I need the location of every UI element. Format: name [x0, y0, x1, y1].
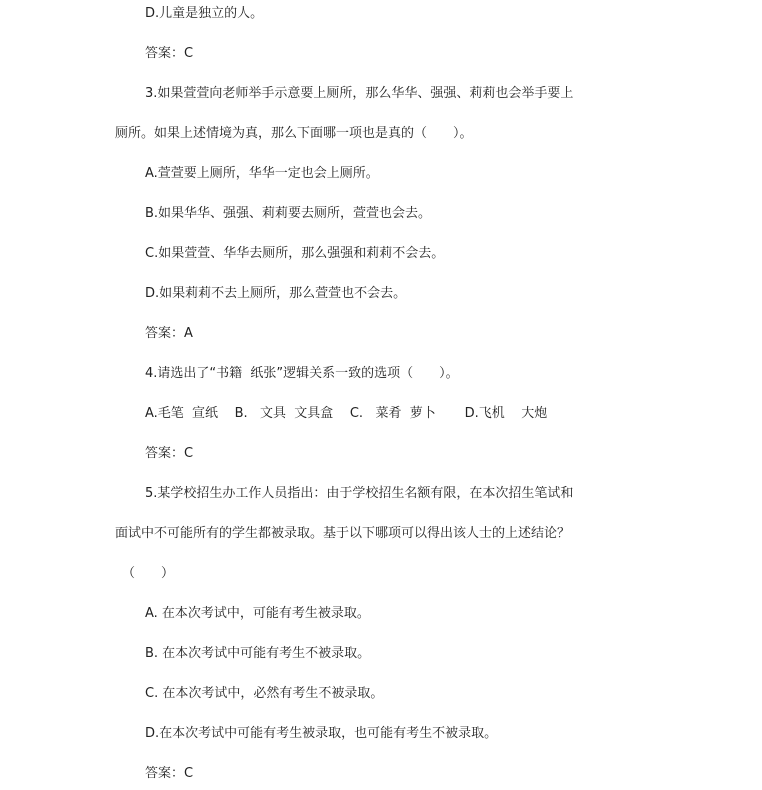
q5-option-c: C. 在本次考试中，必然有考生不被录取。 — [145, 686, 384, 701]
q5-blank-parens: （ ） — [122, 566, 175, 581]
q5-option-d: D.在本次考试中可能有考生被录取，也可能有考生不被录取。 — [145, 726, 498, 741]
q5-stem-line-2: 面试中不可能所有的学生都被录取。基于以下哪项可以得出该人士的上述结论？ — [115, 526, 571, 541]
q3-option-b: B.如果华华、强强、莉莉要去厕所，萱萱也会去。 — [145, 206, 432, 221]
q4-answer: 答案：C — [145, 446, 194, 461]
q3-option-d: D.如果莉莉不去上厕所，那么萱萱也不会去。 — [145, 286, 407, 301]
q4-stem: 4.请选出了“书籍 纸张”逻辑关系一致的选项（ ）。 — [145, 366, 459, 381]
q5-answer: 答案：C — [145, 766, 194, 781]
q5-option-a: A. 在本次考试中，可能有考生被录取。 — [145, 606, 370, 621]
q4-options: A.毛笔 宣纸 B. 文具 文具盒 C. 菜肴 萝卜 D.飞机 大炮 — [145, 406, 548, 421]
q2-answer: 答案：C — [145, 46, 194, 61]
q3-stem-line-1: 3.如果萱萱向老师举手示意要上厕所，那么华华、强强、莉莉也会举手要上 — [145, 86, 574, 101]
q3-option-a: A.萱萱要上厕所，华华一定也会上厕所。 — [145, 166, 379, 181]
q3-answer: 答案：A — [145, 326, 193, 341]
q3-option-c: C.如果萱萱、华华去厕所，那么强强和莉莉不会去。 — [145, 246, 445, 261]
q5-stem-line-1: 5.某学校招生办工作人员指出：由于学校招生名额有限，在本次招生笔试和 — [145, 486, 574, 501]
q3-stem-line-2: 厕所。如果上述情境为真，那么下面哪一项也是真的（ ）。 — [115, 126, 473, 141]
q2-option-d: D.儿童是独立的人。 — [145, 6, 264, 21]
q5-option-b: B. 在本次考试中可能有考生不被录取。 — [145, 646, 371, 661]
